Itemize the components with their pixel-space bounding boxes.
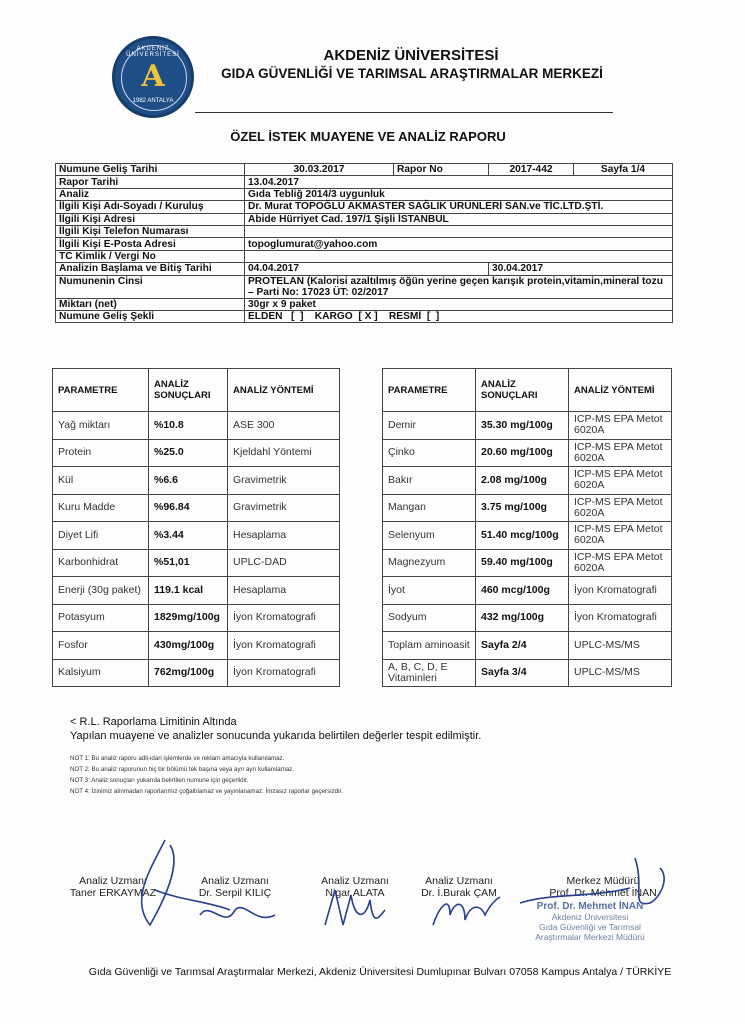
note-4: NOT 4: İzinimiz alınmadan raporlarımız çoğaltılamaz ve yayınlanamaz. İmzasız raporlar geçersizdir. <box>70 788 343 795</box>
result-cell: 460 mcg/100g <box>476 577 569 605</box>
sample-type: PROTELAN (Kalorisi azaltılmış öğün yerine geçen karışık protein,vitamin,mineral tozu – Parti No: 17023 ÜT: 02/2017 <box>245 275 673 298</box>
parameter-cell: Protein <box>53 439 149 467</box>
parameter-cell: Magnezyum <box>383 549 476 577</box>
sample-info-table <box>55 163 673 323</box>
info-row <box>56 238 673 250</box>
signatory-title: Merkez Müdürü <box>566 875 640 887</box>
parameter-cell: Bakır <box>383 467 476 495</box>
info-row <box>56 164 673 176</box>
analysis: Gıda Tebliğ 2014/3 uygunluk <box>245 188 673 200</box>
report-title: ÖZEL İSTEK MUAYENE VE ANALİZ RAPORU <box>230 129 506 144</box>
result-cell: %25.0 <box>149 439 228 467</box>
signatory-4 <box>404 875 514 899</box>
info-label: İlgili Kişi Telefon Numarası <box>56 225 245 237</box>
info-label: İlgili Kişi E-Posta Adresi <box>56 238 245 250</box>
method-cell: İyon Kromatografi <box>228 659 340 687</box>
start-date: 04.04.2017 <box>245 263 489 275</box>
info-row <box>56 275 673 298</box>
end-date: 30.04.2017 <box>489 263 673 275</box>
net-amount: 30gr x 9 paket <box>245 298 673 310</box>
signatory-5 <box>528 875 678 899</box>
result-cell: %10.8 <box>149 412 228 440</box>
method-cell: ICP-MS EPA Metot 6020A <box>569 439 672 467</box>
method-cell: ICP-MS EPA Metot 6020A <box>569 467 672 495</box>
info-row <box>56 298 673 310</box>
declaration: Yapılan muayene ve analizler sonucunda yukarıda belirtilen değerler tespit edilmiştir. <box>70 730 482 742</box>
parameter-cell: Demir <box>383 412 476 440</box>
note-3: NOT 3: Analiz sonuçları yukarıda belirtilen numune için geçerlidir. <box>70 777 249 784</box>
method-cell: İyon Kromatografi <box>569 604 672 632</box>
email: topoglumurat@yahoo.com <box>245 238 673 250</box>
method-cell: ICP-MS EPA Metot 6020A <box>569 412 672 440</box>
report-no: 2017-442 <box>489 164 574 176</box>
result-cell: 1829mg/100g <box>149 604 228 632</box>
parameter-cell: A, B, C, D, E Vitaminleri <box>383 659 476 687</box>
signatory-title: Analiz Uzmanı <box>321 875 389 887</box>
parameter-cell: Mangan <box>383 494 476 522</box>
result-row <box>383 632 672 660</box>
page-number: Sayfa 1/4 <box>574 164 673 176</box>
signatory-title: Analiz Uzmanı <box>79 875 147 887</box>
info-label: İlgili Kişi Adı-Soyadı / Kuruluş <box>56 201 245 213</box>
signatory-name: Taner ERKAYMAZ <box>69 887 157 899</box>
result-row <box>53 549 340 577</box>
parameter-cell: Sodyum <box>383 604 476 632</box>
result-row <box>53 604 340 632</box>
parameter-cell: Kalsiyum <box>53 659 149 687</box>
note-2: NOT 2: Bu analiz raporunun hiç bir bölümü tek başına veya ayrı ayrı kullanılamaz. <box>70 766 295 773</box>
col-header-method: ANALİZ YÖNTEMİ <box>569 369 672 412</box>
official-stamp <box>520 902 660 942</box>
info-label: Miktarı (net) <box>56 298 245 310</box>
university-logo <box>112 36 194 118</box>
parameter-cell: Fosfor <box>53 632 149 660</box>
limit-note: < R.L. Raporlama Limitinin Altında <box>70 716 237 728</box>
logo-arc-text: AKDENİZ ÜNİVERSİTESİ <box>126 46 180 58</box>
signatory-title: Analiz Uzmanı <box>425 875 493 887</box>
info-label: TC Kimlik / Vergi No <box>56 250 245 262</box>
method-cell: İyon Kromatografi <box>228 604 340 632</box>
info-label: Numunenin Cinsi <box>56 275 245 298</box>
col-header-result: ANALİZ SONUÇLARI <box>149 369 228 412</box>
info-label: Analizin Başlama ve Bitiş Tarihi <box>56 263 245 275</box>
result-row <box>53 632 340 660</box>
note-1: NOT 1: Bu analiz raporu adli-idari işlemlerde ve reklam amacıyla kullanılamaz. <box>70 755 285 762</box>
header-divider <box>195 112 613 113</box>
result-cell: %3.44 <box>149 522 228 550</box>
info-row <box>56 250 673 262</box>
col-header-method: ANALİZ YÖNTEMİ <box>228 369 340 412</box>
tc-number <box>245 250 673 262</box>
result-row <box>53 659 340 687</box>
method-cell: ICP-MS EPA Metot 6020A <box>569 549 672 577</box>
method-cell: Gravimetrik <box>228 467 340 495</box>
result-row <box>53 577 340 605</box>
col-header-result: ANALİZ SONUÇLARI <box>476 369 569 412</box>
result-cell: Sayfa 3/4 <box>476 659 569 687</box>
parameter-cell: Kuru Madde <box>53 494 149 522</box>
stamp-line: Araştırmalar Merkezi Müdürü <box>535 932 645 942</box>
parameter-cell: Çinko <box>383 439 476 467</box>
logo-mark: A <box>141 59 165 94</box>
method-cell: ICP-MS EPA Metot 6020A <box>569 494 672 522</box>
address: Abide Hürriyet Cad. 197/1 Şişli İSTANBUL <box>245 213 673 225</box>
result-cell: 51.40 mcg/100g <box>476 522 569 550</box>
info-row <box>56 225 673 237</box>
parameter-cell: Yağ miktarı <box>53 412 149 440</box>
result-cell: 35.30 mg/100g <box>476 412 569 440</box>
results-table-left <box>52 368 340 687</box>
stamp-line: Gıda Güvenliği ve Tarımsal <box>539 922 641 932</box>
result-cell: 430mg/100g <box>149 632 228 660</box>
info-row <box>56 176 673 188</box>
method-cell: ASE 300 <box>228 412 340 440</box>
result-row <box>383 494 672 522</box>
signatory-1 <box>58 875 168 899</box>
parameter-cell: Karbonhidrat <box>53 549 149 577</box>
col-header-param: PARAMETRE <box>53 369 149 412</box>
result-row <box>53 439 340 467</box>
info-row <box>56 213 673 225</box>
info-label: Numune Geliş Şekli <box>56 310 245 322</box>
signatory-2 <box>180 875 290 899</box>
phone <box>245 225 673 237</box>
stamp-line: Akdeniz Üniversitesi <box>551 912 629 922</box>
method-cell: Hesaplama <box>228 522 340 550</box>
method-cell: ICP-MS EPA Metot 6020A <box>569 522 672 550</box>
arrival-date: 30.03.2017 <box>245 164 394 176</box>
institution-name: AKDENİZ ÜNİVERSİTESİ <box>323 47 499 64</box>
parameter-cell: İyot <box>383 577 476 605</box>
parameter-cell: Enerji (30g paket) <box>53 577 149 605</box>
result-cell: 3.75 mg/100g <box>476 494 569 522</box>
result-cell: 2.08 mg/100g <box>476 467 569 495</box>
parameter-cell: Selenyum <box>383 522 476 550</box>
parameter-cell: Toplam aminoasit <box>383 632 476 660</box>
result-row <box>383 577 672 605</box>
method-cell: UPLC-MS/MS <box>569 659 672 687</box>
result-cell: 432 mg/100g <box>476 604 569 632</box>
info-row <box>56 263 673 275</box>
result-cell: 762mg/100g <box>149 659 228 687</box>
result-cell: 20.60 mg/100g <box>476 439 569 467</box>
results-table-right <box>382 368 672 687</box>
result-cell: %96.84 <box>149 494 228 522</box>
result-row <box>383 467 672 495</box>
method-cell: UPLC-MS/MS <box>569 632 672 660</box>
signatory-name: Nigar ALATA <box>325 887 385 899</box>
delivery-method: ELDEN [ ] KARGO [ X ] RESMİ [ ] <box>245 310 673 322</box>
contact: Dr. Murat TOPOĞLU AKMASTER SAĞLIK ÜRÜNLERİ SAN.ve TİC.LTD.ŞTİ. <box>245 201 673 213</box>
result-row <box>53 522 340 550</box>
logo-year: 1982 ANTALYA <box>132 98 174 104</box>
method-cell: Hesaplama <box>228 577 340 605</box>
result-row <box>53 467 340 495</box>
result-cell: 59.40 mg/100g <box>476 549 569 577</box>
info-label: Rapor Tarihi <box>56 176 245 188</box>
result-row <box>383 522 672 550</box>
method-cell: İyon Kromatografi <box>569 577 672 605</box>
info-label: İlgili Kişi Adresi <box>56 213 245 225</box>
result-row <box>53 412 340 440</box>
method-cell: UPLC-DAD <box>228 549 340 577</box>
result-row <box>53 494 340 522</box>
result-row <box>383 549 672 577</box>
report-date: 13.04.2017 <box>245 176 673 188</box>
method-cell: Gravimetrik <box>228 494 340 522</box>
result-cell: Sayfa 2/4 <box>476 632 569 660</box>
parameter-cell: Diyet Lifi <box>53 522 149 550</box>
info-row <box>56 188 673 200</box>
signatory-name: Prof. Dr. Mehmet İNAN <box>549 887 657 899</box>
signatory-name: Dr. Serpil KILIÇ <box>198 887 272 899</box>
method-cell: Kjeldahl Yöntemi <box>228 439 340 467</box>
result-row <box>383 659 672 687</box>
center-name: GIDA GÜVENLİĞİ VE TARIMSAL ARAŞTIRMALAR MERKEZİ <box>221 66 603 81</box>
signatory-title: Analiz Uzmanı <box>201 875 269 887</box>
result-cell: %51,01 <box>149 549 228 577</box>
info-label: Rapor No <box>394 164 489 176</box>
result-row <box>383 604 672 632</box>
result-row <box>383 412 672 440</box>
method-cell: İyon Kromatografi <box>228 632 340 660</box>
parameter-cell: Potasyum <box>53 604 149 632</box>
footer-address: Gıda Güvenliği ve Tarımsal Araştırmalar Merkezi, Akdeniz Üniversitesi Dumlupınar Bulvarı 07058 Kampus Antalya / TÜRKİYE <box>88 966 672 978</box>
parameter-cell: Kül <box>53 467 149 495</box>
info-label: Analiz <box>56 188 245 200</box>
signatory-3 <box>300 875 410 899</box>
result-row <box>383 439 672 467</box>
info-row <box>56 201 673 213</box>
signatory-name: Dr. İ.Burak ÇAM <box>421 887 497 899</box>
info-label: Numune Geliş Tarihi <box>56 164 245 176</box>
stamp-name: Prof. Dr. Mehmet İNAN <box>536 901 644 912</box>
result-cell: %6.6 <box>149 467 228 495</box>
col-header-param: PARAMETRE <box>383 369 476 412</box>
result-cell: 119.1 kcal <box>149 577 228 605</box>
info-row <box>56 310 673 322</box>
